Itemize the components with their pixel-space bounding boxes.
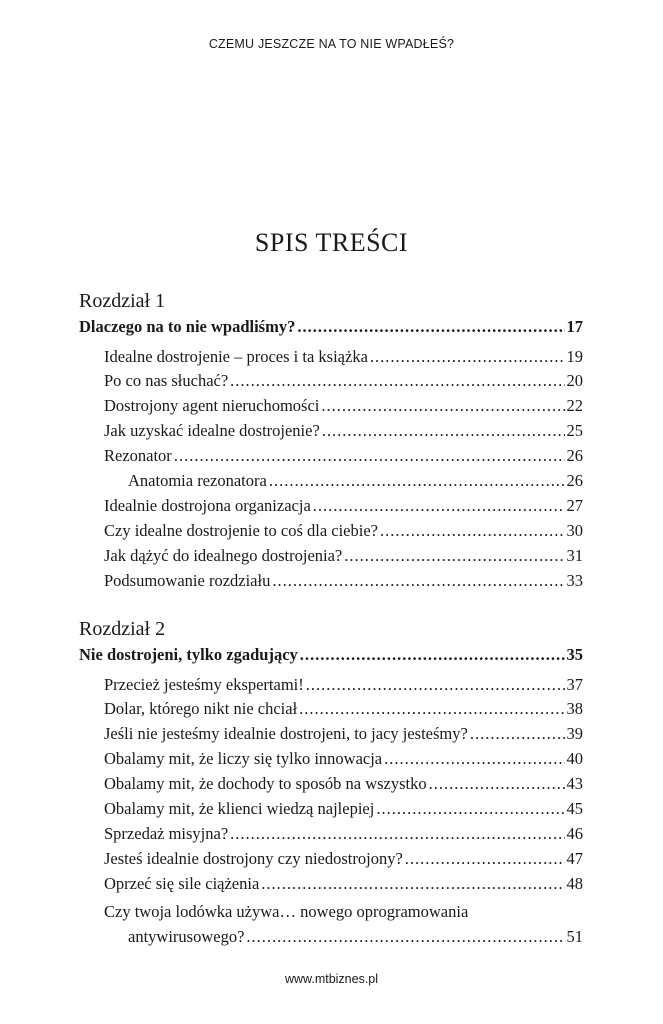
toc-entry bbox=[104, 370, 583, 392]
entry-page: 37 bbox=[566, 675, 583, 694]
entry-title: Dostrojony agent nieruchomości bbox=[104, 396, 320, 415]
dot-leader bbox=[470, 723, 565, 745]
dot-leader bbox=[321, 395, 564, 417]
dot-leader bbox=[174, 445, 565, 467]
dot-leader bbox=[246, 926, 564, 948]
chapter-2-main-entry bbox=[79, 644, 583, 666]
toc-entry bbox=[104, 723, 583, 745]
entry-page: 19 bbox=[566, 347, 583, 366]
toc-entry bbox=[104, 545, 583, 567]
entry-title: Dlaczego na to nie wpadliśmy? bbox=[79, 317, 296, 336]
dot-leader bbox=[313, 495, 565, 517]
toc-entry bbox=[104, 698, 583, 720]
toc-entry-wrapped-line: Czy twoja lodówka używa… nowego oprogramowania bbox=[104, 902, 469, 921]
entry-page: 26 bbox=[566, 471, 583, 490]
toc-entry-continuation bbox=[128, 926, 583, 948]
entry-page: 48 bbox=[566, 874, 583, 893]
toc-entry bbox=[104, 570, 583, 592]
dot-leader bbox=[380, 520, 565, 542]
dot-leader bbox=[272, 570, 564, 592]
dot-leader bbox=[384, 748, 564, 770]
entry-title: Idealne dostrojenie – proces i ta książka bbox=[104, 347, 368, 366]
entry-page: 26 bbox=[566, 446, 583, 465]
entry-title: Jeśli nie jesteśmy idealnie dostrojeni, to jacy jesteśmy? bbox=[104, 724, 468, 743]
entry-title: Obalamy mit, że dochody to sposób na wszystko bbox=[104, 774, 427, 793]
dot-leader bbox=[269, 470, 565, 492]
dot-leader bbox=[299, 698, 564, 720]
entry-title: Przecież jesteśmy ekspertami! bbox=[104, 675, 304, 694]
toc-entry bbox=[104, 798, 583, 820]
footer-url: www.mtbiznes.pl bbox=[284, 972, 379, 986]
entry-page: 33 bbox=[566, 571, 583, 590]
toc-entry bbox=[104, 773, 583, 795]
entry-page: 51 bbox=[566, 927, 583, 946]
entry-page: 45 bbox=[566, 799, 583, 818]
toc-subentry bbox=[128, 470, 583, 492]
entry-title: Idealnie dostrojona organizacja bbox=[104, 496, 311, 515]
entry-title: Czy idealne dostrojenie to coś dla ciebie? bbox=[104, 521, 378, 540]
entry-title: Dolar, którego nikt nie chciał bbox=[104, 699, 298, 718]
chapter-1-main-entry bbox=[79, 316, 583, 338]
entry-title: antywirusowego? bbox=[128, 927, 245, 946]
dot-leader bbox=[230, 370, 564, 392]
entry-page: 39 bbox=[566, 724, 583, 743]
entry-page: 17 bbox=[566, 317, 583, 336]
dot-leader bbox=[297, 316, 564, 338]
dot-leader bbox=[370, 346, 565, 368]
entry-page: 46 bbox=[566, 824, 583, 843]
toc-entry bbox=[104, 395, 583, 417]
dot-leader bbox=[405, 848, 565, 870]
entry-title: Obalamy mit, że liczy się tylko innowacja bbox=[104, 749, 383, 768]
entry-title: Jesteś idealnie dostrojony czy niedostrojony? bbox=[104, 849, 403, 868]
entry-page: 40 bbox=[566, 749, 583, 768]
toc-entry bbox=[104, 873, 583, 895]
toc-entry bbox=[104, 674, 583, 696]
toc-entry bbox=[104, 495, 583, 517]
toc-entry bbox=[104, 823, 583, 845]
dot-leader bbox=[261, 873, 564, 895]
dot-leader bbox=[344, 545, 564, 567]
entry-page: 43 bbox=[566, 774, 583, 793]
entry-page: 31 bbox=[566, 546, 583, 565]
entry-title: Anatomia rezonatora bbox=[128, 471, 267, 490]
entry-page: 27 bbox=[566, 496, 583, 515]
entry-page: 35 bbox=[566, 645, 583, 664]
running-header: CZEMU JESZCZE NA TO NIE WPADŁEŚ? bbox=[208, 37, 455, 51]
toc-entry bbox=[104, 346, 583, 368]
entry-title: Oprzeć się sile ciążenia bbox=[104, 874, 260, 893]
entry-title: Podsumowanie rozdziału bbox=[104, 571, 271, 590]
entry-title: Rezonator bbox=[104, 446, 172, 465]
dot-leader bbox=[376, 798, 564, 820]
entry-page: 38 bbox=[566, 699, 583, 718]
entry-page: 47 bbox=[566, 849, 583, 868]
toc-entry bbox=[104, 445, 583, 467]
entry-page: 22 bbox=[566, 396, 583, 415]
entry-title: Sprzedaż misyjna? bbox=[104, 824, 229, 843]
dot-leader bbox=[306, 674, 565, 696]
entry-page: 20 bbox=[566, 371, 583, 390]
entry-title: Obalamy mit, że klienci wiedzą najlepiej bbox=[104, 799, 375, 818]
entry-title: Po co nas słuchać? bbox=[104, 371, 229, 390]
entry-page: 30 bbox=[566, 521, 583, 540]
entry-title: Jak uzyskać idealne dostrojenie? bbox=[104, 421, 320, 440]
toc-entry bbox=[104, 520, 583, 542]
entry-title: Nie dostrojeni, tylko zgadujący bbox=[79, 645, 298, 664]
entry-page: 25 bbox=[566, 421, 583, 440]
dot-leader bbox=[300, 644, 565, 666]
dot-leader bbox=[429, 773, 565, 795]
toc-title: SPIS TREŚCI bbox=[254, 228, 409, 257]
entry-title: Jak dążyć do idealnego dostrojenia? bbox=[104, 546, 343, 565]
chapter-2-heading: Rozdział 2 bbox=[79, 618, 166, 640]
dot-leader bbox=[322, 420, 565, 442]
chapter-1-heading: Rozdział 1 bbox=[79, 290, 166, 312]
toc-entry bbox=[104, 420, 583, 442]
toc-entry bbox=[104, 848, 583, 870]
toc-entry bbox=[104, 748, 583, 770]
dot-leader bbox=[230, 823, 564, 845]
